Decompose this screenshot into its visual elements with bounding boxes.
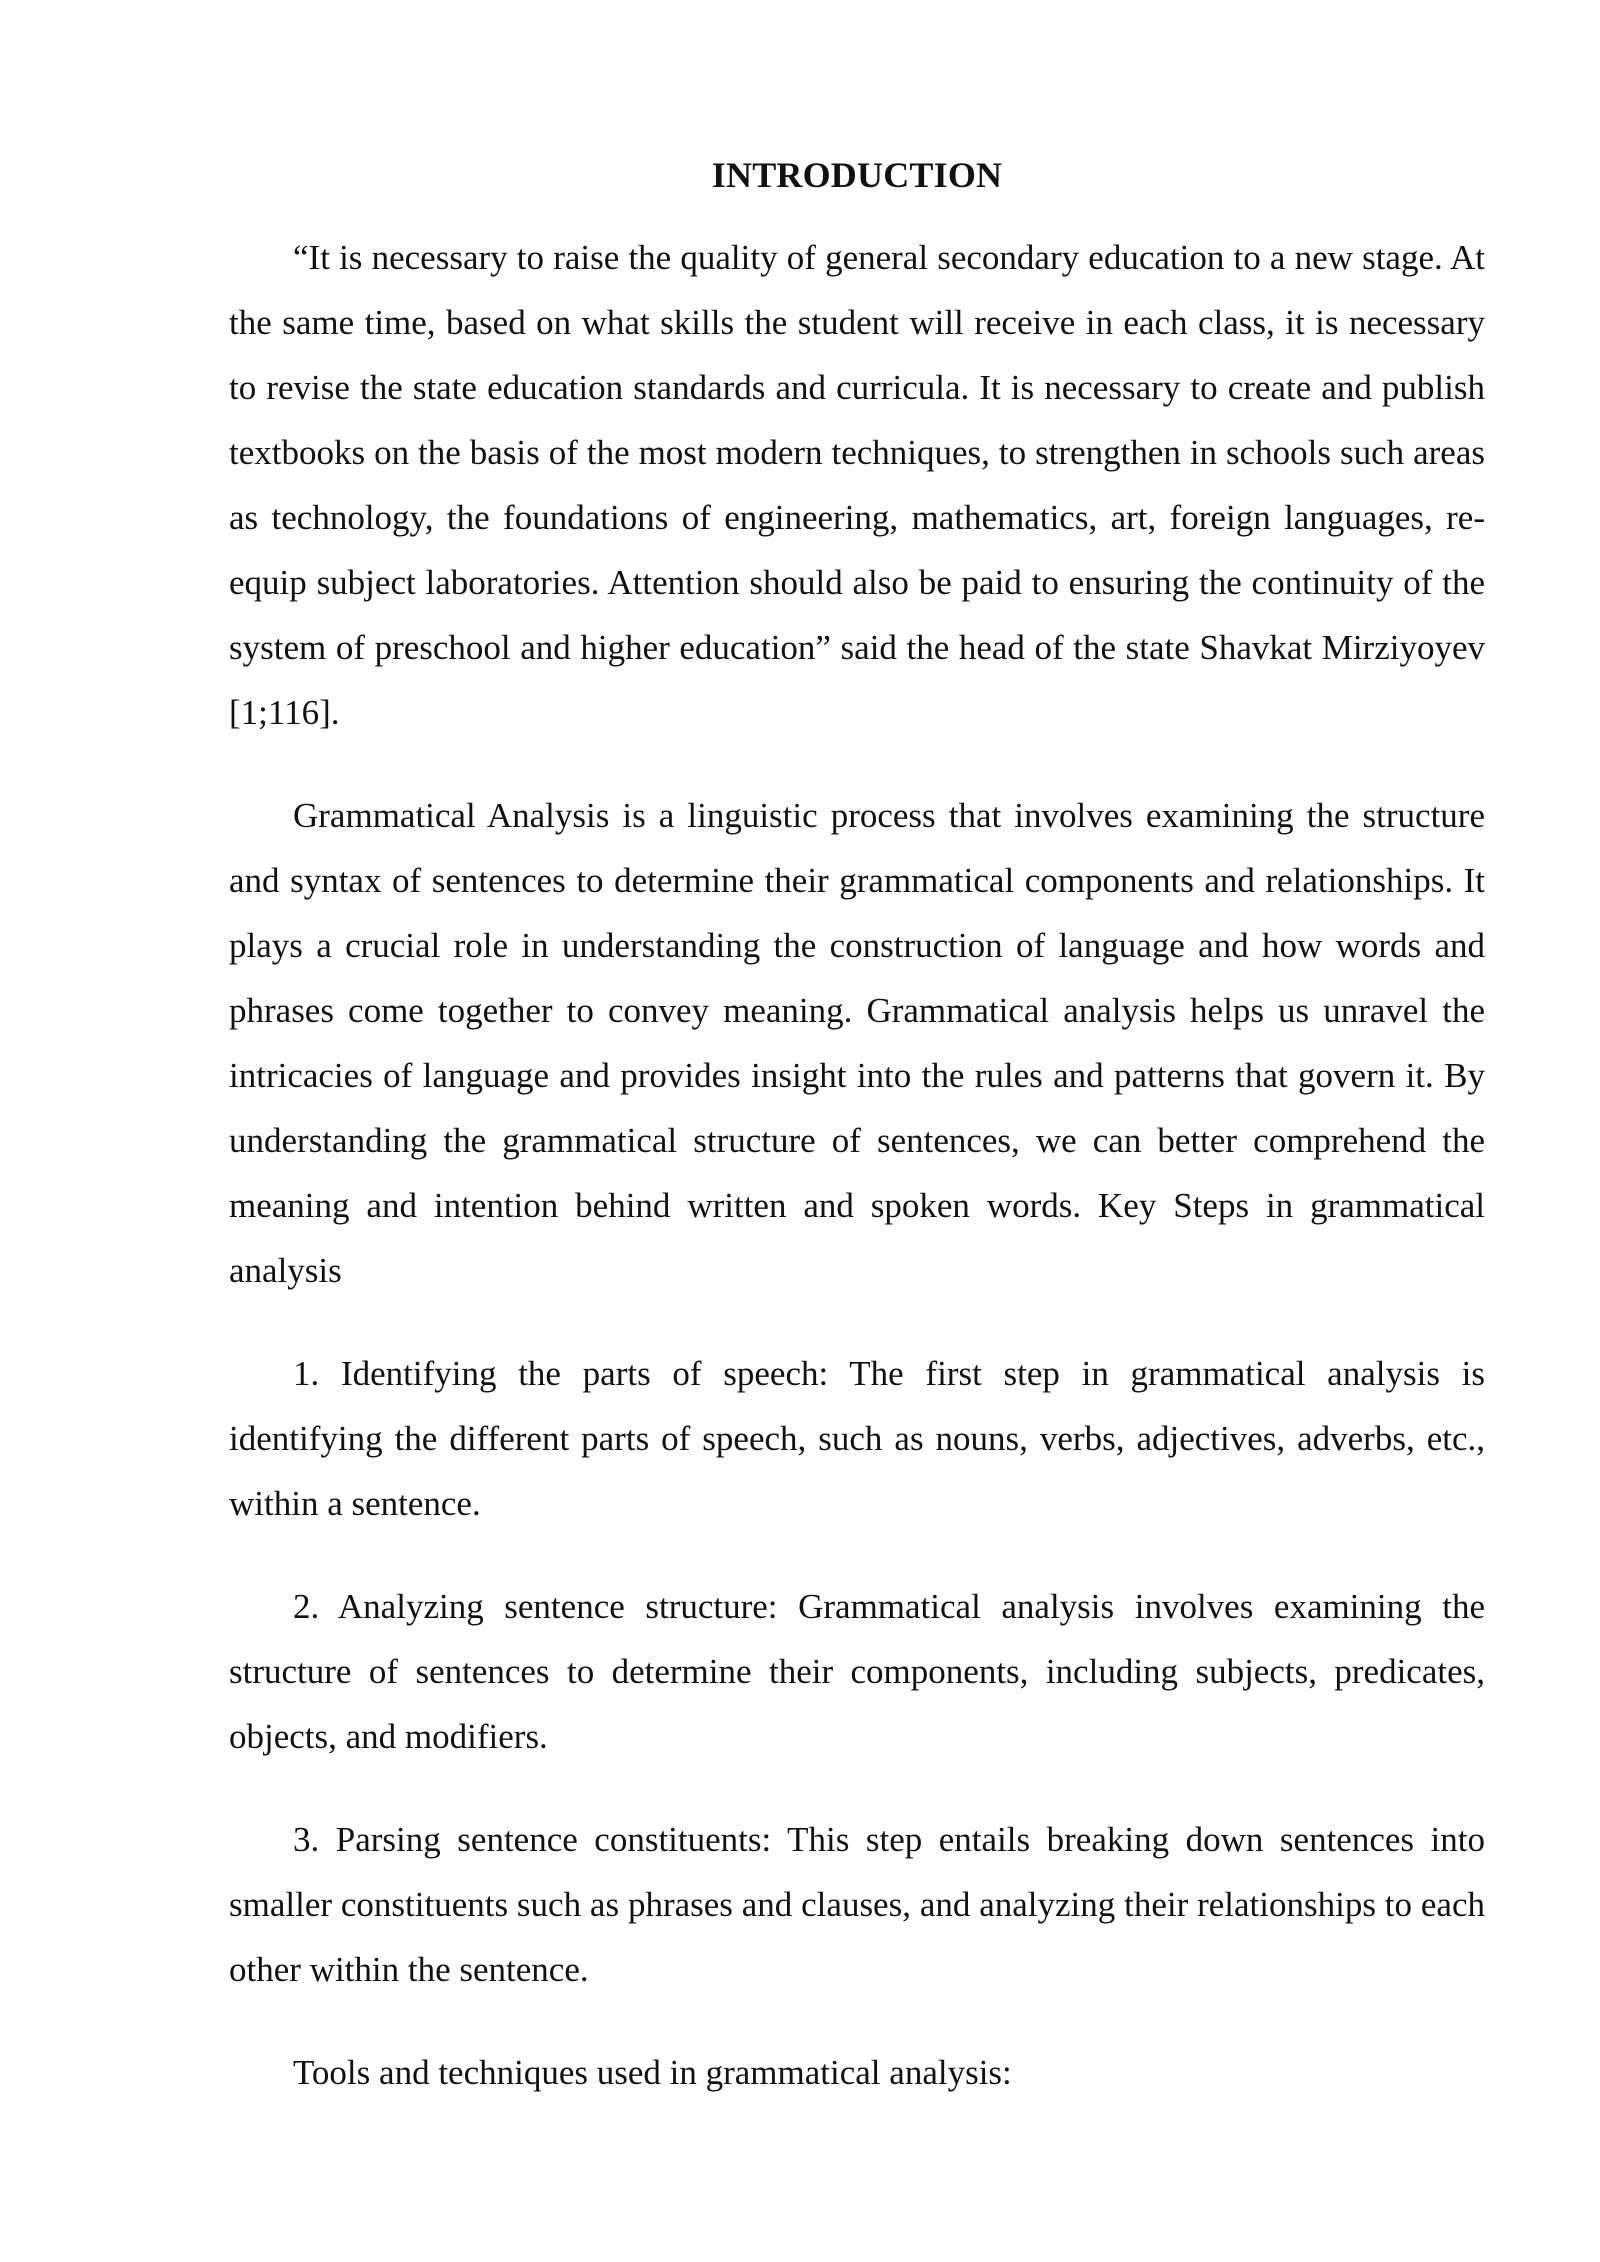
paragraph-grammatical-analysis: Grammatical Analysis is a linguistic process that involves examining the structure and syntax of sentences to determine their grammatical components and relationships. It plays a crucial role in understanding the construction of language and how words and phrases come together to convey meaning. Grammatical analysis helps us unravel the intricacies of language and provides insight into the rules and patterns that govern it. By understanding the grammatical structure of sentences, we can better comprehend the meaning and intention behind written and spoken words. Key Steps in grammatical analysis: [229, 796, 1485, 1290]
paragraph-quote: “It is necessary to raise the quality of general secondary education to a new stage. At the same time, based on what skills the student will receive in each class, it is necessary to revise the state education standards and curricula. It is necessary to create and publish textbooks on the basis of the most modern techniques, to strengthen in schools such areas as technology, the foundations of engineering, mathematics, art, foreign languages, re-equip subject laboratories. Attention should also be paid to ensuring the continuity of the system of preschool and higher education” said the head of the state Shavkat Mirziyoyev [1;116].: [229, 238, 1485, 732]
paragraph-step-2: 2. Analyzing sentence structure: Grammatical analysis involves examining the structure of sentences to determine their components, including subjects, predicates, objects, and modifiers.: [229, 1587, 1485, 1756]
page-title: INTRODUCTION: [711, 155, 1003, 195]
paragraph-step-3: 3. Parsing sentence constituents: This step entails breaking down sentences into smaller constituents such as phrases and clauses, and analyzing their relationships to each other within the sentence.: [229, 1820, 1485, 1989]
page-content: [229, 145, 1485, 2105]
paragraph-tools-heading: Tools and techniques used in grammatical analysis:: [293, 2053, 1012, 2092]
paragraph-step-1: 1. Identifying the parts of speech: The first step in grammatical analysis is identifying the different parts of speech, such as nouns, verbs, adjectives, adverbs, etc., within a sentence.: [229, 1354, 1485, 1523]
